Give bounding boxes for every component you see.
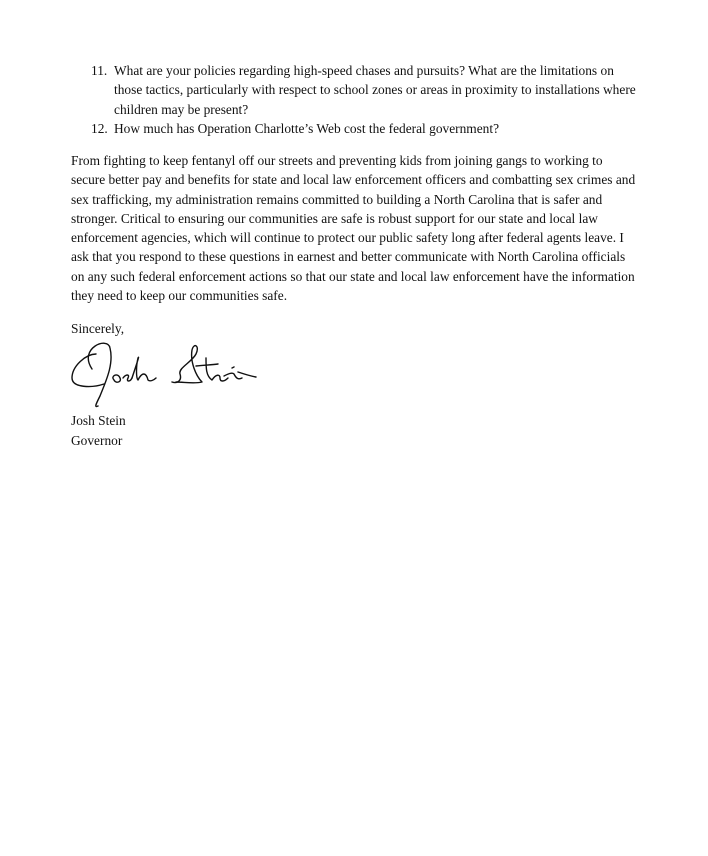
list-item-text: What are your policies regarding high-speed chases and pursuits? What are the limitations on those tactics, particularly with respect to school zones or areas in proximity to installations where children may be present?	[114, 63, 636, 117]
closing-paragraph: From fighting to keep fentanyl off our streets and preventing kids from joining gangs to working to secure better pay and benefits for state and local law enforcement officers and combatting sex crimes and sex trafficking, my administration remains committed to building a North Carolina that is safer and stronger. Critical to ensuring our communities are safe is robust support for our state and local law enforcement agencies, which will continue to protect our public safety long after federal agents leave. I ask that you respond to these questions in earnest and better communicate with North Carolina officials on any such federal enforcement actions so that our state and local law enforcement have the information they need to keep our communities safe.	[71, 153, 636, 304]
list-item	[91, 119, 639, 138]
handwritten-signature	[68, 336, 260, 410]
signer-block	[71, 411, 126, 451]
list-item	[91, 61, 639, 119]
list-item-text: How much has Operation Charlotte’s Web cost the federal government?	[114, 120, 500, 136]
list-item-number: 12.	[91, 120, 108, 136]
signer-title: Governor	[71, 433, 123, 448]
list-item-number: 11.	[91, 63, 108, 78]
signer-name: Josh Stein	[71, 413, 126, 428]
salutation: Sincerely,	[71, 321, 125, 336]
question-list	[91, 61, 639, 138]
